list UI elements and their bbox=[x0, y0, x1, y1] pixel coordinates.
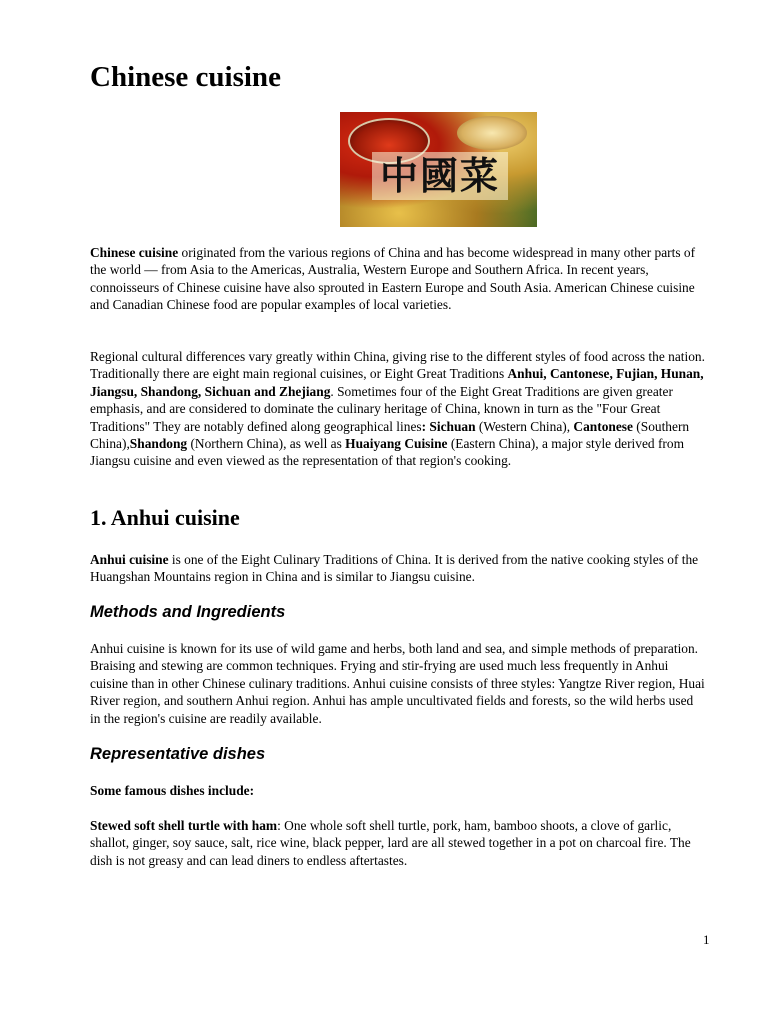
intro-paragraph bbox=[90, 244, 705, 314]
dish-name: Stewed soft shell turtle with ham bbox=[90, 818, 278, 833]
dish-paragraph bbox=[90, 817, 705, 869]
dish-description: : One whole soft shell turtle, pork, ham, bamboo shoots, a clove of garlic, shallot, ginger, soy sauce, salt, rice wine, black pepper, lard are all stewed together in a pot on charcoal fire. The dish is not greasy and can lead diners to endless aftertastes. bbox=[90, 818, 691, 868]
methods-heading: Methods and Ingredients bbox=[90, 603, 286, 621]
intro-text: originated from the various regions of China and has become widespread in many other parts of the world — from Asia to the Americas, Australia, Western Europe and Southern Africa. In recent years, connoisseurs of Chinese cuisine have also sprouted in Eastern Europe and South Asia. American Chinese cuisine and Canadian Chinese food are popular examples of local varieties. bbox=[90, 245, 696, 313]
regional-text-5: (Northern China), as well as bbox=[187, 436, 346, 452]
dish-plate-graphic bbox=[457, 116, 527, 150]
regional-text-2: . Sometimes four of the Eight Great Traditions are given greater emphasis, and are considered to dominate the culinary heritage of China, known in turn as the "Four Great Traditions" They are notably defined along geographical lines bbox=[90, 383, 673, 434]
intro-bold-term: Chinese cuisine bbox=[90, 245, 179, 260]
regional-text-6: (Eastern China), a major style derived from Jiangsu cuisine and even viewed as the representation of that region's cooking. bbox=[90, 436, 684, 469]
regional-text-4: (Southern China), bbox=[90, 418, 690, 452]
dishes-heading: Representative dishes bbox=[90, 745, 266, 763]
shandong-term: Shandong bbox=[129, 436, 188, 452]
anhui-intro-text: is one of the Eight Culinary Traditions of China. It is derived from the native cooking styles of the Huangshan Mountains region in China and is similar to Jiangsu cuisine. bbox=[90, 552, 699, 585]
huaiyang-term: Huaiyang Cuisine bbox=[345, 436, 448, 452]
dishes-intro: Some famous dishes include: bbox=[90, 783, 255, 798]
image-caption-characters: 中國菜 bbox=[372, 152, 508, 200]
methods-paragraph: Anhui cuisine is known for its use of wild game and herbs, both land and sea, and simple methods of preparation. Braising and stewing are common techniques. Frying and stir-frying are used much less frequently in Anhui cuisine than in other Chinese culinary traditions. Anhui cuisine consists of three styles: Yangtze River region, Huai River region, and southern Anhui region. Anhui has ample uncultivated fields and forests, so the wild herbs used in the region's cuisine are readily available. bbox=[90, 641, 705, 726]
regional-text-3: (Western China), bbox=[475, 418, 574, 434]
section-heading-anhui: 1. Anhui cuisine bbox=[90, 505, 240, 530]
page-title: Chinese cuisine bbox=[90, 61, 281, 93]
anhui-intro-paragraph bbox=[90, 551, 705, 586]
regional-paragraph bbox=[90, 348, 705, 470]
chinese-cuisine-image bbox=[340, 112, 537, 227]
cantonese-term: Cantonese bbox=[573, 418, 633, 434]
page-number: 1 bbox=[703, 932, 710, 947]
sichuan-term: : Sichuan bbox=[421, 418, 476, 434]
regional-text-1: Regional cultural differences vary greatly within China, giving rise to the different styles of food across the nation. Traditionally there are eight main regional cuisines, or Eight Great Traditions bbox=[90, 349, 705, 382]
anhui-bold-term: Anhui cuisine bbox=[90, 552, 169, 567]
eight-cuisines-list: Anhui, Cantonese, Fujian, Hunan, Jiangsu, Shandong, Sichuan and Zhejiang bbox=[90, 366, 704, 399]
